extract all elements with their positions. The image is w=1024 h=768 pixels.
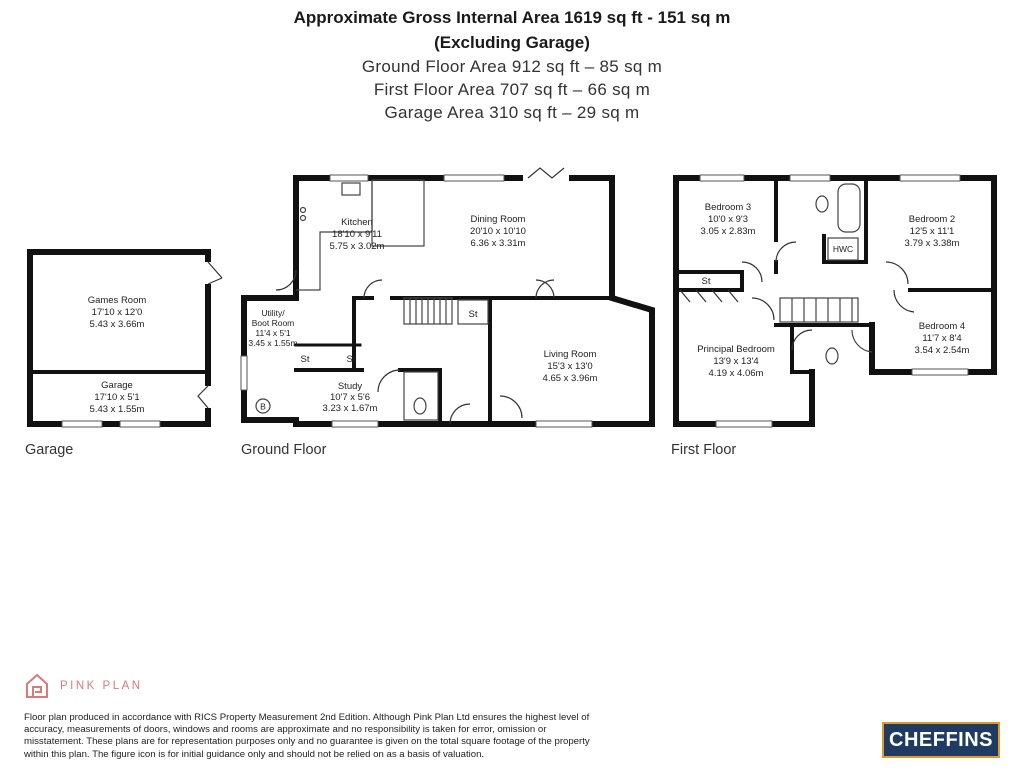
ground-outer-wall (244, 178, 652, 424)
garage-window (62, 421, 102, 427)
bedroom3-window (700, 175, 744, 181)
bathroom-window (790, 175, 830, 181)
living-room-name: Living Room (543, 349, 597, 360)
ground-staircase (404, 298, 452, 324)
bedroom3-door (742, 262, 762, 282)
bedroom2-name: Bedroom 2 (908, 214, 956, 225)
bedroom2-door (886, 262, 908, 284)
bedroom2-imperial: 12'5 x 11'1 (909, 226, 955, 237)
pink-plan-brand (24, 672, 143, 700)
bifold-door (528, 168, 564, 178)
living-window (536, 421, 592, 427)
cheffins-logo: CHEFFINS (882, 722, 1000, 758)
store-label: St (468, 309, 478, 320)
study-metric: 3.23 x 1.67m (322, 403, 378, 414)
dining-room-name: Dining Room (470, 214, 526, 225)
first-staircase (780, 298, 858, 322)
dining-window (444, 175, 504, 181)
principal-bedroom-metric: 4.19 x 4.06m (708, 368, 764, 379)
living-room-metric: 4.65 x 3.96m (542, 373, 598, 384)
store-label: St (701, 276, 711, 287)
toilet-icon (414, 398, 426, 414)
bedroom2-window (900, 175, 960, 181)
garage-floor-label: Garage (25, 442, 74, 458)
hob-icon (301, 208, 306, 213)
kitchen-metric: 5.75 x 3.02m (329, 241, 385, 252)
principal-bedroom-imperial: 13'9 x 13'4 (713, 356, 759, 367)
games-room-imperial: 17'10 x 12'0 (91, 307, 143, 318)
study-window (332, 421, 378, 427)
toilet-icon (826, 348, 838, 364)
sink-icon (342, 183, 360, 195)
utility-imperial: 11'4 x 5'1 (255, 328, 291, 338)
kitchen-imperial: 18'10 x 9'11 (332, 229, 382, 240)
garage-room-metric: 5.43 x 1.55m (89, 404, 145, 415)
store-label: St (346, 354, 356, 365)
store-label: St (300, 354, 310, 365)
living-room-imperial: 15'3 x 13'0 (547, 361, 593, 372)
games-room-metric: 5.43 x 3.66m (89, 319, 145, 330)
brand-name: PINK PLAN (60, 680, 143, 692)
garage-room-name: Garage (101, 380, 133, 391)
garage-block (30, 252, 222, 427)
garage-window (120, 421, 160, 427)
bedroom2-metric: 3.79 x 3.38m (904, 238, 960, 249)
dining-room-imperial: 20'10 x 10'10 (470, 226, 526, 237)
bedroom4-door (894, 290, 914, 312)
ground-floor-block (241, 168, 652, 427)
hob-icon (301, 216, 306, 221)
bedroom4-imperial: 11'7 x 8'4 (922, 333, 962, 344)
bath-icon (838, 184, 860, 232)
disclaimer-text: Floor plan produced in accordance with RICS Property Measurement 2nd Edition. Although Pink Plan Ltd ensures the highest level of accuracy, measurements of doors, windows and rooms are approximate and no responsibility is taken for error, omission or misstatement. These plans are for representation purposes only and no guarantee is given on the total square footage of the property within this plan. The figure icon is for initial guidance only and should not be relied on as a basis of valuation. (24, 712, 590, 760)
utility-name-line1: Utility/ (261, 308, 285, 318)
dining-double-door (536, 280, 554, 298)
utility-window (241, 356, 247, 390)
kitchen-window (330, 175, 368, 181)
principal-bedroom-name: Principal Bedroom (697, 344, 775, 355)
first-floor-block (676, 175, 994, 427)
bedroom4-name: Bedroom 4 (918, 321, 966, 332)
ensuite-door (792, 330, 812, 350)
first-floor-label: First Floor (671, 442, 737, 458)
gross-area-title: Approximate Gross Internal Area 1619 sq ft - 151 sq m (293, 8, 731, 27)
principal-door (752, 298, 774, 320)
hall-door (364, 280, 382, 298)
garage-room-imperial: 17'10 x 5'1 (94, 392, 140, 403)
ground-wc (404, 372, 438, 420)
boiler-label: B (260, 401, 266, 412)
ground-floor-area: Ground Floor Area 912 sq ft – 85 sq m (361, 57, 663, 76)
first-floor-area: First Floor Area 707 sq ft – 66 sq m (373, 80, 651, 99)
study-name: Study (337, 381, 363, 392)
excluding-garage-note: (Excluding Garage) (434, 33, 590, 52)
hwc-label: HWC (832, 244, 854, 254)
house-logo-icon (24, 672, 50, 700)
games-room-name: Games Room (87, 295, 147, 306)
study-door (378, 370, 400, 392)
bedroom3-imperial: 10'0 x 9'3 (707, 214, 749, 225)
garage-area: Garage Area 310 sq ft – 29 sq m (384, 103, 640, 122)
kitchen-name: Kitchen (341, 217, 373, 228)
living-door (500, 396, 522, 418)
bedroom4-metric: 3.54 x 2.54m (914, 345, 970, 356)
toilet-icon (816, 196, 828, 212)
study-imperial: 10'7 x 5'6 (329, 392, 371, 403)
bedroom3-metric: 3.05 x 2.83m (700, 226, 756, 237)
bathroom-door (776, 242, 796, 262)
bedroom3-name: Bedroom 3 (704, 202, 752, 213)
principal-window (716, 421, 772, 427)
ground-floor-label: Ground Floor (241, 442, 327, 458)
utility-metric: 3.45 x 1.55m (248, 338, 298, 348)
bedroom4-window (912, 369, 968, 375)
utility-name-line2: Boot Room (251, 318, 295, 328)
dining-room-metric: 6.36 x 3.31m (470, 238, 526, 249)
landing-wall (776, 325, 872, 372)
